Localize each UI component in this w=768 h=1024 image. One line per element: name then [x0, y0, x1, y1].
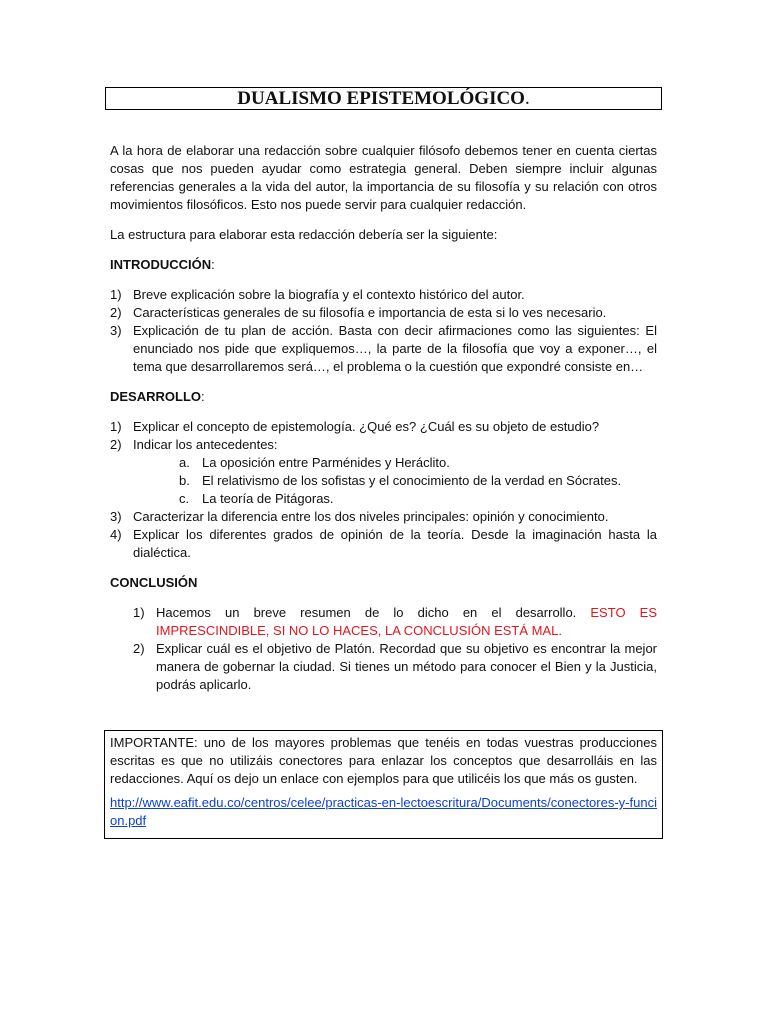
list-number: 1)	[110, 287, 122, 302]
sublist-item-text: El relativismo de los sofistas y el conocimiento de la verdad en Sócrates.	[202, 473, 622, 488]
list-item	[110, 436, 657, 508]
desarrollo-heading-colon: :	[201, 389, 205, 404]
list-item	[110, 418, 657, 436]
list-item	[110, 286, 657, 304]
list-item-text: Breve explicación sobre la biografía y el contexto histórico del autor.	[133, 287, 525, 302]
desarrollo-heading-text: DESARROLLO	[110, 389, 201, 404]
list-item-text: Explicar cuál es el objetivo de Platón. Recordad que su objetivo es encontrar la mejor manera de gobernar la ciudad. Si tienes un método para conocer el Bien y la Justicia, podrás aplicarlo.	[156, 641, 657, 692]
intro-paragraph: A la hora de elaborar una redacción sobre cualquier filósofo debemos tener en cuenta ciertas cosas que nos pueden ayudar como estrategia general. Deben siempre incluir algunas referencias generales a la vida del autor, la importancia de su filosofía y su relación con otros movimientos filosóficos. Esto nos puede servir para cualquier redacción.	[110, 143, 657, 212]
desarrollo-list	[110, 418, 657, 562]
list-number: 2)	[110, 305, 122, 320]
list-item-text: Explicar los diferentes grados de opinión de la teoría. Desde la imaginación hasta la dialéctica.	[133, 527, 657, 560]
conclusion-list	[110, 604, 657, 694]
list-item	[133, 604, 657, 640]
introduccion-heading-text: INTRODUCCIÓN	[110, 257, 212, 272]
sublist-item-text: La oposición entre Parménides y Heráclito.	[202, 455, 450, 470]
structure-paragraph: La estructura para elaborar esta redacción debería ser la siguiente:	[110, 227, 498, 242]
document-body	[110, 142, 657, 694]
desarrollo-heading	[110, 388, 657, 406]
list-number: 2)	[110, 437, 122, 452]
sublist-letter: c.	[179, 491, 190, 506]
list-item-text: Características generales de su filosofía e importancia de esta si lo ves necesario.	[133, 305, 607, 320]
document-title: DUALISMO EPISTEMOLÓGICO	[237, 88, 525, 109]
list-item-text: Explicar el concepto de epistemología. ¿Qué es? ¿Cuál es su objeto de estudio?	[133, 419, 600, 434]
sublist-letter: a.	[179, 455, 190, 470]
list-number: 2)	[133, 641, 145, 656]
list-item	[133, 640, 657, 694]
introduccion-list	[110, 286, 657, 376]
list-number: 3)	[110, 323, 122, 338]
introduccion-heading	[110, 256, 657, 274]
list-item	[110, 508, 657, 526]
list-item-text: Indicar los antecedentes:	[133, 437, 278, 452]
list-number: 3)	[110, 509, 122, 524]
sublist-item	[179, 454, 657, 472]
title-box	[105, 87, 662, 110]
list-item	[110, 304, 657, 322]
antecedentes-sublist	[133, 454, 657, 508]
conclusion-heading-text: CONCLUSIÓN	[110, 575, 198, 590]
list-number: 1)	[110, 419, 122, 434]
list-item-text: Hacemos un breve resumen de lo dicho en el desarrollo.	[156, 605, 591, 620]
list-item-text: Explicación de tu plan de acción. Basta con decir afirmaciones como las siguientes: El enunciado nos pide que expliquemos…, la parte de la filosofía que voy a exponer…, el tema que desarrollaremos será…, el problema o la cuestión que expondré consiste en…	[133, 323, 657, 374]
conclusion-heading	[110, 574, 657, 592]
introduccion-heading-colon: :	[211, 257, 215, 272]
conectores-link[interactable]: http://www.eafit.edu.co/centros/celee/practicas-en-lectoescritura/Documents/conectores-y-funcion.pdf	[110, 795, 657, 828]
sublist-item	[179, 490, 657, 508]
list-item	[110, 322, 657, 376]
sublist-item-text: La teoría de Pitágoras.	[202, 491, 334, 506]
sublist-item	[179, 472, 657, 490]
important-notice-box	[104, 730, 663, 839]
conclusion-warning: ESTO ES IMPRESCINDIBLE, SI NO LO HACES, LA CONCLUSIÓN ESTÁ MAL.	[156, 605, 657, 638]
list-item	[110, 526, 657, 562]
list-number: 1)	[133, 605, 145, 620]
sublist-letter: b.	[179, 473, 190, 488]
list-number: 4)	[110, 527, 122, 542]
important-notice-text: IMPORTANTE: uno de los mayores problemas que tenéis en todas vuestras producciones escritas es que no utilizáis conectores para enlazar los conceptos que desarrolláis en las redacciones. Aquí os dejo un enlace con ejemplos para que utilicéis los que más os gusten.	[110, 735, 657, 786]
list-item-text: Caracterizar la diferencia entre los dos niveles principales: opinión y conocimiento.	[133, 509, 609, 524]
title-period: .	[524, 88, 530, 109]
